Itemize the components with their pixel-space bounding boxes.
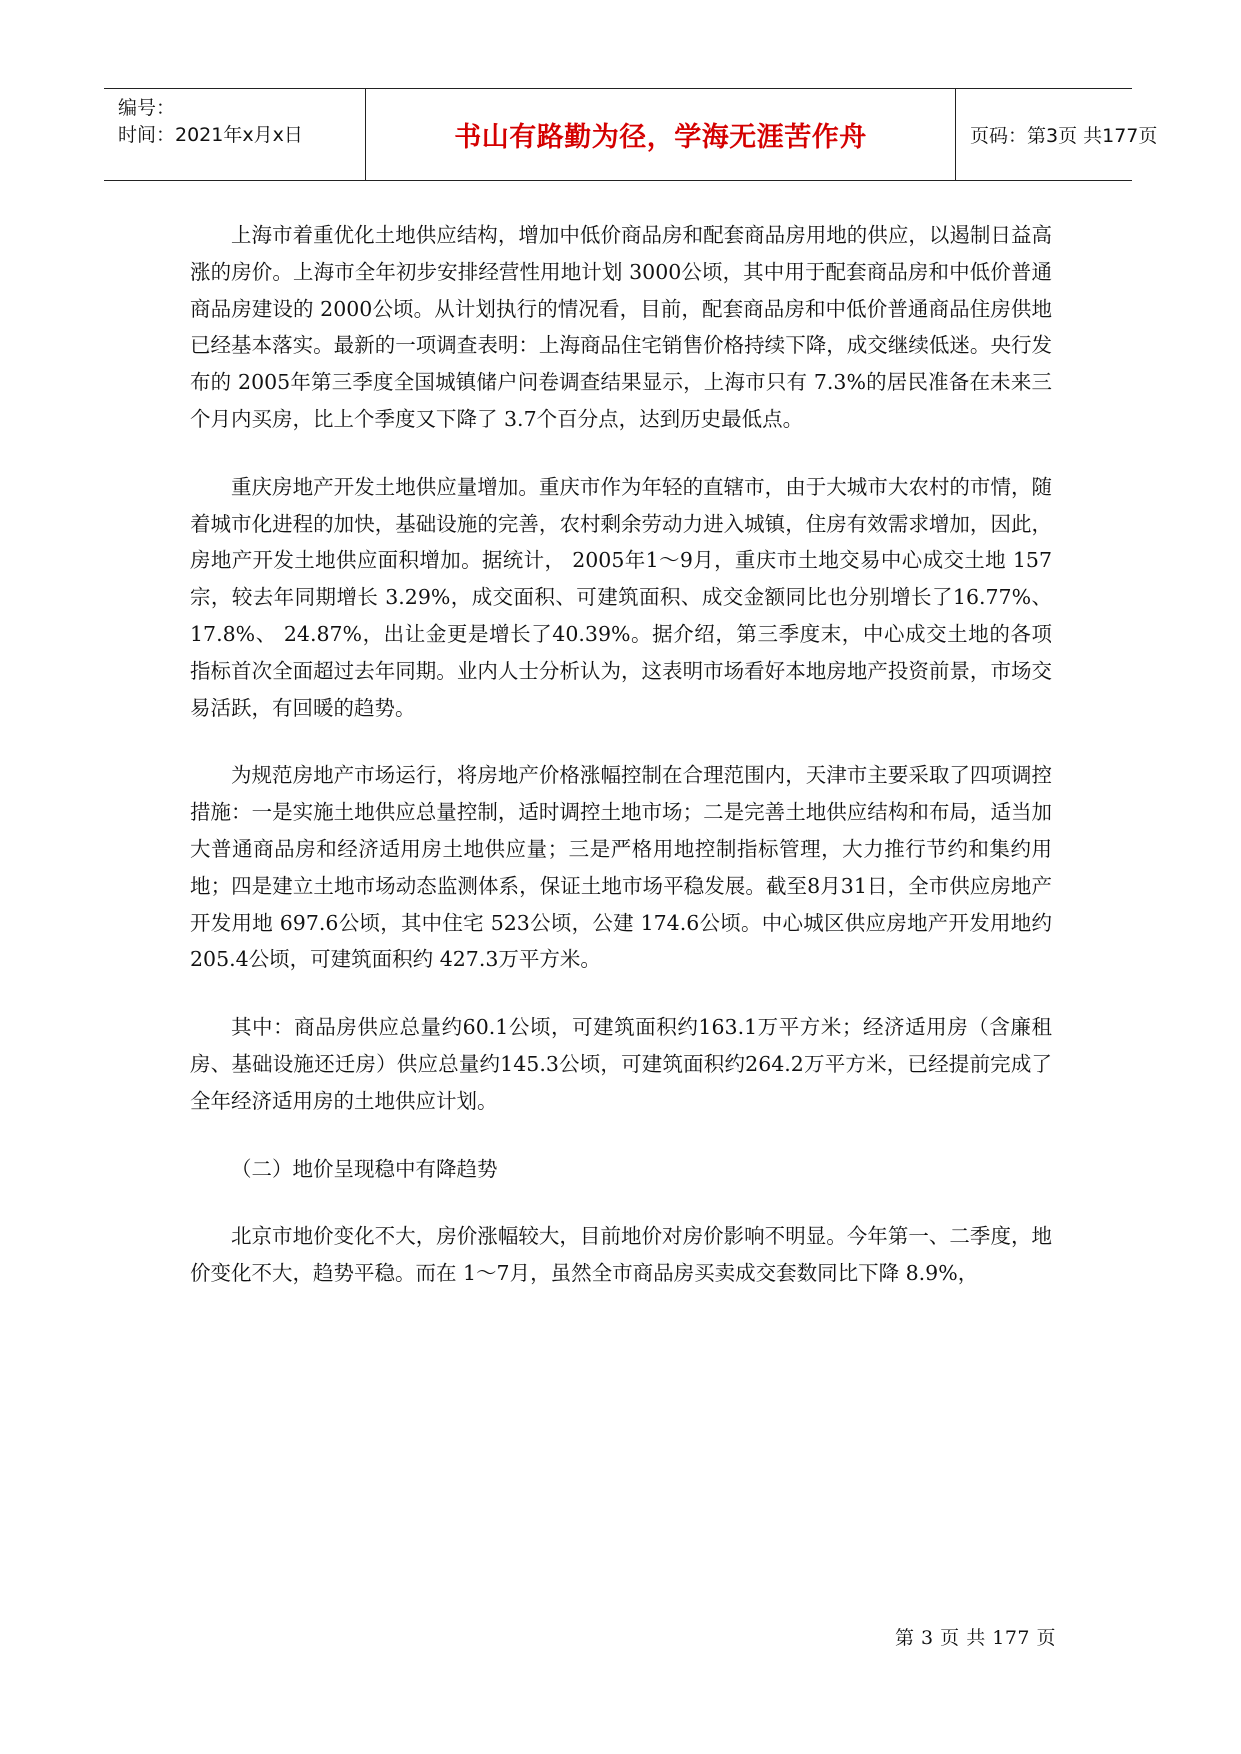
paragraph-chongqing: 重庆房地产开发土地供应量增加。重庆市作为年轻的直辖市，由于大城市大农村的市情，随着城市化进程的加快，基础设施的完善，农村剩余劳动力进入城镇，住房有效需求增加，因此，房地产开发土地供应面积增加。据统计， 2005年1～9月，重庆市土地交易中心成交土地 157宗，较去年同期增长 3.29%，成交面积、可建筑面积、成交金额同比也分别增长了16.77%、 17.8%、 24.87%，出让金更是增长了40.39%。据介绍，第三季度末，中心成交土地的各项指标首次全面超过去年同期。业内人士分析认为，这表明市场看好本地房地产投资前景，市场交易活跃，有回暖的趋势。	[190, 474, 1052, 720]
time-label: 时间：2021年x月x日	[118, 124, 303, 146]
header-motto: 书山有路勤为径，学海无涯苦作舟	[366, 89, 956, 180]
page-footer: 第 3 页 共 177 页	[895, 1627, 1057, 1649]
paragraph-shanghai: 上海市着重优化土地供应结构，增加中低价商品房和配套商品房用地的供应，以遏制日益高涨的房价。上海市全年初步安排经营性用地计划 3000公顷，其中用于配套商品房和中低价普通商品房建设的 2000公顷。从计划执行的情况看，目前，配套商品房和中低价普通商品住房供地已经基本落实。最新的一项调查表明：上海商品住宅销售价格持续下降，成交继续低迷。央行发布的 2005年第三季度全国城镇储户问卷调查结果显示，上海市只有 7.3%的居民准备在未来三个月内买房，比上个季度又下降了 3.7个百分点，达到历史最低点。	[190, 223, 1052, 431]
serial-number-label: 编号：	[118, 97, 176, 119]
header-page-code: 页码：第3页 共177页	[970, 125, 1158, 147]
paragraph-tianjin-detail: 其中：商品房供应总量约60.1公顷，可建筑面积约163.1万平方米；经济适用房（含廉租房、基础设施还迁房）供应总量约145.3公顷，可建筑面积约264.2万平方米，已经提前完成了全年经济适用房的土地供应计划。	[190, 1015, 1052, 1113]
page-header	[104, 88, 1158, 181]
header-info-cell	[104, 89, 366, 180]
paragraph-beijing: 北京市地价变化不大，房价涨幅较大，目前地价对房价影响不明显。今年第一、二季度，地价变化不大，趋势平稳。而在 1～7月，虽然全市商品房买卖成交套数同比下降 8.9%，	[190, 1224, 1052, 1286]
section-heading: （二）地价呈现稳中有降趋势	[231, 1156, 498, 1181]
document-body	[190, 217, 1052, 1323]
paragraph-tianjin: 为规范房地产市场运行，将房地产价格涨幅控制在合理范围内，天津市主要采取了四项调控措施：一是实施土地供应总量控制，适时调控土地市场；二是完善土地供应结构和布局，适当加大普通商品房和经济适用房土地供应量；三是严格用地控制指标管理，大力推行节约和集约用地；四是建立土地市场动态监测体系，保证土地市场平稳发展。截至8月31日，全市供应房地产开发用地 697.6公顷，其中住宅 523公顷，公建 174.6公顷。中心城区供应房地产开发用地约 205.4公顷，可建筑面积约 427.3万平方米。	[190, 763, 1052, 972]
